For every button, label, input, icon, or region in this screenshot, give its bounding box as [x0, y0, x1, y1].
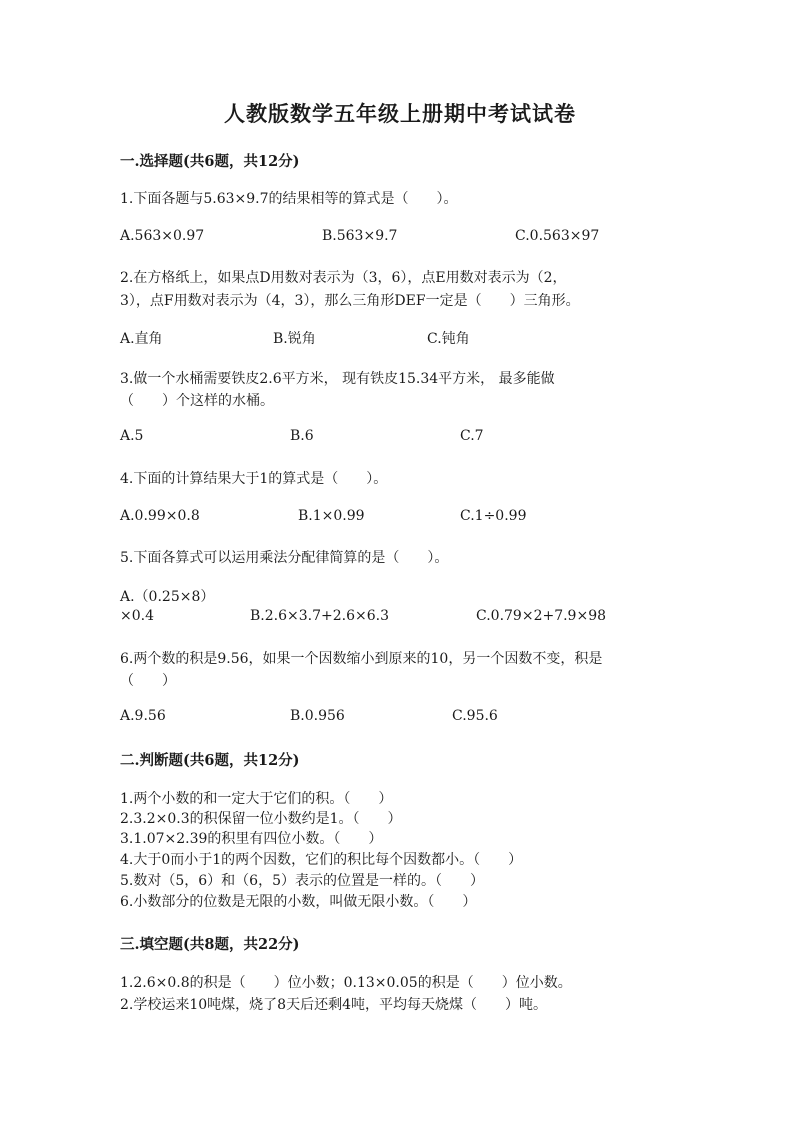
- list-item: 2.3.2×0.3的积保留一位小数约是1。（ ）: [120, 811, 402, 827]
- list-item: 5.数对（5，6）和（6，5）表示的位置是一样的。（ ）: [120, 873, 484, 889]
- option-b: B.1×0.99: [298, 508, 365, 524]
- question-stem-continued: （ ）: [120, 673, 176, 689]
- option-c: C.1÷0.99: [460, 508, 527, 524]
- option-b: B.6: [290, 428, 314, 444]
- question-stem-continued: 3），点F用数对表示为（4，3），那么三角形DEF一定是（ ）三角形。: [120, 293, 580, 309]
- section-heading-judgment: 二.判断题(共6题，共12分): [120, 752, 300, 769]
- section-heading-fill-blank: 三.填空题(共8题，共22分): [120, 936, 300, 953]
- option-a-continued: ×0.4: [120, 608, 154, 624]
- question-stem: 4.下面的计算结果大于1的算式是（ ）。: [120, 471, 388, 487]
- option-a: A.0.99×0.8: [120, 508, 200, 524]
- page-title: 人教版数学五年级上册期中考试试卷: [224, 101, 576, 126]
- section-heading-choice: 一.选择题(共6题，共12分): [120, 153, 300, 170]
- option-c: C.0.79×2+7.9×98: [476, 608, 607, 624]
- list-item: 6.小数部分的位数是无限的小数，叫做无限小数。（ ）: [120, 894, 477, 910]
- option-b: B.563×9.7: [322, 228, 398, 244]
- option-c: C.0.563×97: [515, 228, 600, 244]
- list-item: 3.1.07×2.39的积里有四位小数。（ ）: [120, 831, 383, 847]
- list-item: 4.大于0而小于1的两个因数，它们的积比每个因数都小。（ ）: [120, 852, 523, 868]
- option-a: A.（0.25×8）: [120, 589, 215, 605]
- question-stem: 2.在方格纸上，如果点D用数对表示为（3，6），点E用数对表示为（2，: [120, 270, 567, 286]
- question-stem: 1.下面各题与5.63×9.7的结果相等的算式是（ ）。: [120, 191, 458, 207]
- question-stem: 3.做一个水桶需要铁皮2.6平方米， 现有铁皮15.34平方米， 最多能做: [120, 371, 555, 387]
- list-item: 2.学校运来10吨煤，烧了8天后还剩4吨，平均每天烧煤（ ）吨。: [120, 997, 547, 1013]
- list-item: 1.两个小数的和一定大于它们的积。（ ）: [120, 791, 393, 807]
- option-c: C.95.6: [452, 708, 498, 724]
- question-stem: 5.下面各算式可以运用乘法分配律简算的是（ ）。: [120, 550, 449, 566]
- option-b: B.0.956: [290, 708, 345, 724]
- question-stem-continued: （ ）个这样的水桶。: [120, 393, 274, 409]
- option-a: A.9.56: [120, 708, 166, 724]
- option-a: A.563×0.97: [120, 228, 205, 244]
- option-a: A.直角: [120, 331, 163, 347]
- option-c: C.钝角: [427, 331, 470, 347]
- question-stem: 6.两个数的积是9.56，如果一个因数缩小到原来的10，另一个因数不变，积是: [120, 651, 603, 667]
- option-a: A.5: [120, 428, 144, 444]
- option-b: B.2.6×3.7+2.6×6.3: [250, 608, 389, 624]
- option-c: C.7: [460, 428, 484, 444]
- option-b: B.锐角: [273, 331, 316, 347]
- list-item: 1.2.6×0.8的积是（ ）位小数；0.13×0.05的积是（ ）位小数。: [120, 975, 572, 991]
